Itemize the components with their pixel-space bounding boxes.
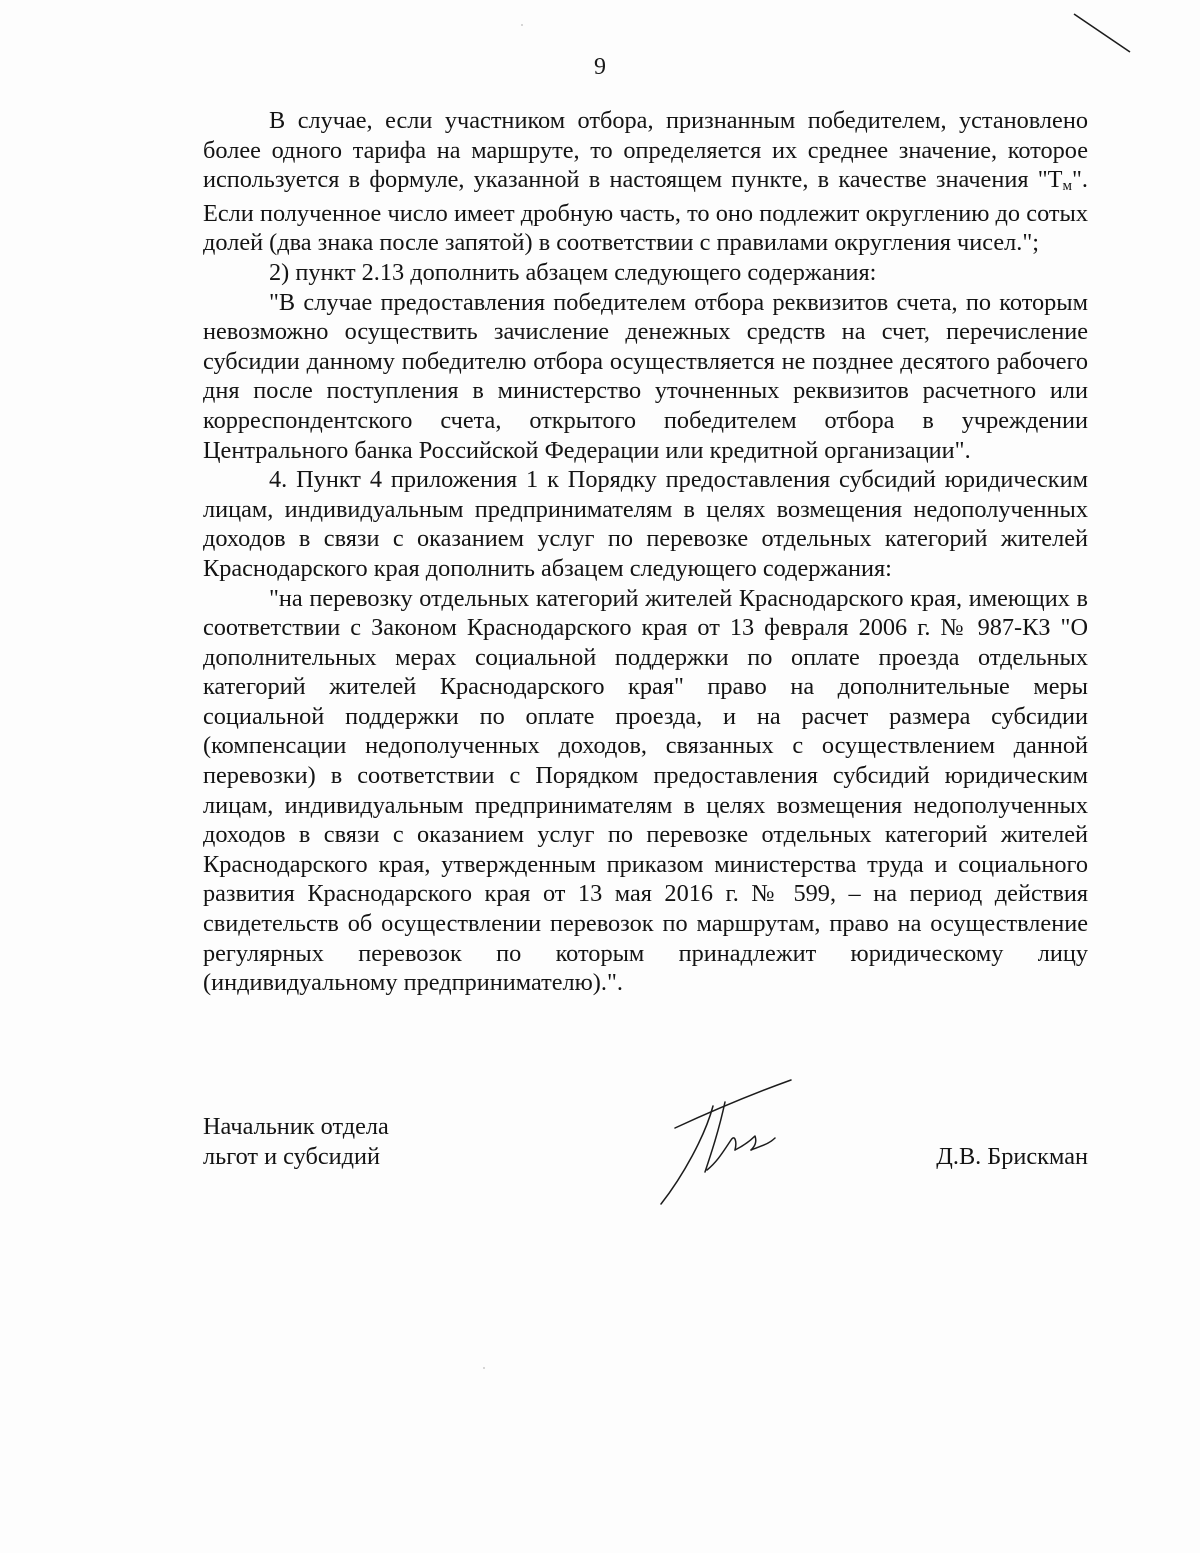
scan-speck xyxy=(483,1367,485,1369)
paragraph: "В случае предоставления победителем отбора реквизитов счета, по которым невозможно осуществить зачисление денежных средств на счет, перечисление субсидии данному победителю отбора осуществляется не позднее десятого рабочего дня после поступления в министерство уточненных реквизитов расчетного или корреспондентского счета, открытого победителем отбора в учреждении Центрального банка Российской Федерации или кредитной организации". xyxy=(203,288,1088,464)
signer-position-line: Начальник отдела xyxy=(203,1113,389,1140)
signer-position xyxy=(203,1112,389,1171)
signer-name: Д.В. Брискман xyxy=(936,1142,1088,1170)
paragraph-text: В случае, если участником отбора, признанным победителем, установлено более одного тарифа на маршруте, то определяется их среднее значение, которое используется в формуле, указанной в настоящем пункте, в качестве значения "Т xyxy=(203,107,1088,194)
signer-position-line: льгот и субсидий xyxy=(203,1142,380,1170)
paragraph xyxy=(203,106,1088,258)
handwritten-signature xyxy=(651,1076,801,1208)
paragraph: "на перевозку отдельных категорий жителей Краснодарского края, имеющих в соответствии с Законом Краснодарского края от 13 февраля 2006 г. № 987-КЗ "О дополнительных мерах социальной поддержки по оплате проезда отдельных категорий жителей Краснодарского края" право на дополнительные меры социальной поддержки по оплате проезда, и на расчет размера субсидии (компенсации недополученных доходов, связанных с осуществлением данной перевозки) в соответствии с Порядком предоставления субсидий юридическим лицам, индивидуальным предпринимателям в целях возмещения недополученных доходов в связи с оказанием услуг по перевозке отдельных категорий жителей Краснодарского края, утвержденным приказом министерства труда и социального развития Краснодарского края от 13 мая 2016 г. № 599, – на период действия свидетельств об осуществлении перевозок по маршрутам, право на осуществление регулярных перевозок по которым принадлежит юридическому лицу (индивидуальному предпринимателю).". xyxy=(203,584,1088,997)
document-body xyxy=(203,106,1088,998)
paragraph-text: ". Если полученное число имеет дробную часть, то оно подлежит округлению до сотых долей (два знака после запятой) в соответствии с правилами округления чисел."; xyxy=(203,166,1088,257)
signature-block xyxy=(203,1112,1088,1222)
page-number: 9 xyxy=(594,54,606,80)
scan-speck xyxy=(521,24,523,26)
paragraph: 2) пункт 2.13 дополнить абзацем следующего содержания: xyxy=(269,258,877,286)
subscript: м xyxy=(1062,178,1072,195)
paragraph: 4. Пункт 4 приложения 1 к Порядку предоставления субсидий юридическим лицам, индивидуальным предпринимателям в целях возмещения недополученных доходов в связи с оказанием услуг по перевозке отдельных категорий жителей Краснодарского края дополнить абзацем следующего содержания: xyxy=(203,466,1088,582)
